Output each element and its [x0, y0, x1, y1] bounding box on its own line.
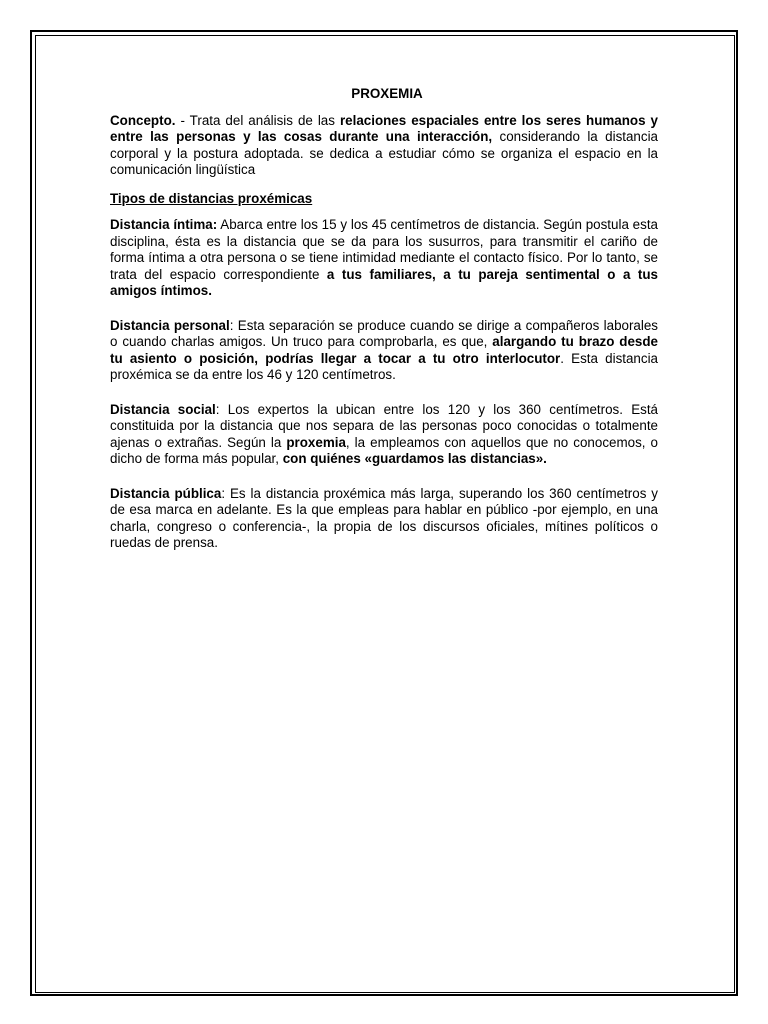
concepto-text-2: considerando la distancia corporal y la postura adoptada. se dedica a estudiar cómo se organiza el espacio en la comunicación lingüística	[110, 129, 658, 177]
concepto-label: Concepto.	[110, 112, 176, 128]
intima-text-1: Abarca entre los 15 y los 45 centímetros de distancia. Según postula esta disciplina, ésta es la distancia que se da para los susurros, para transmitir el cariño de forma íntima a otra persona o se tiene intimidad mediante el contacto físico. Por lo tanto, se trata del espacio correspondiente	[110, 217, 658, 282]
social-paragraph	[110, 402, 658, 468]
document-title: PROXEMIA	[351, 86, 423, 101]
intima-bold-1: a tus familiares, a tu pareja sentimental o a tus amigos íntimos.	[110, 266, 659, 298]
personal-text-2: . Esta distancia proxémica se da entre los 46 y 120 centímetros.	[110, 350, 658, 382]
publica-paragraph	[110, 486, 658, 552]
social-bold-2: con quiénes «guardamos las distancias».	[282, 451, 547, 466]
social-text-1: : Los expertos la ubican entre los 120 y los 360 centímetros. Está constituida por la distancia que nos separa de las personas poco conocidas o totalmente ajenas o extrañas. Según la	[110, 401, 658, 450]
concepto-text-1: - Trata del análisis de las	[175, 112, 340, 128]
personal-text-1: : Esta separación se produce cuando se dirige a compañeros laborales o cuando charlas amigos. Un truco para comprobarla, es que,	[110, 317, 658, 349]
personal-bold-1: alargando tu brazo desde tu asiento o posición, podrías llegar a tocar a tu otro interlocutor	[110, 334, 658, 366]
tipos-heading: Tipos de distancias proxémicas	[110, 190, 313, 206]
intima-label: Distancia íntima:	[110, 217, 218, 232]
personal-label: Distancia personal	[110, 317, 230, 333]
social-bold-1: proxemia	[286, 434, 346, 450]
social-label: Distancia social	[110, 401, 216, 417]
document-body	[110, 86, 658, 552]
personal-paragraph	[110, 318, 658, 384]
publica-text-1: : Es la distancia proxémica más larga, superando los 360 centímetros y de esa marca en adelante. Es la que empleas para hablar en público -por ejemplo, en una charla, congreso o conferencia-, la propia de los discursos oficiales, mítines políticos o ruedas de prensa.	[110, 485, 659, 550]
concepto-paragraph	[110, 113, 658, 179]
intima-paragraph	[110, 217, 658, 300]
publica-label: Distancia pública	[110, 485, 222, 501]
concepto-bold-1: relaciones espaciales entre los seres humanos y entre las personas y las cosas durante una interacción,	[110, 112, 658, 144]
social-text-2: , la empleamos con aquellos que no conocemos, o dicho de forma más popular,	[110, 434, 658, 466]
